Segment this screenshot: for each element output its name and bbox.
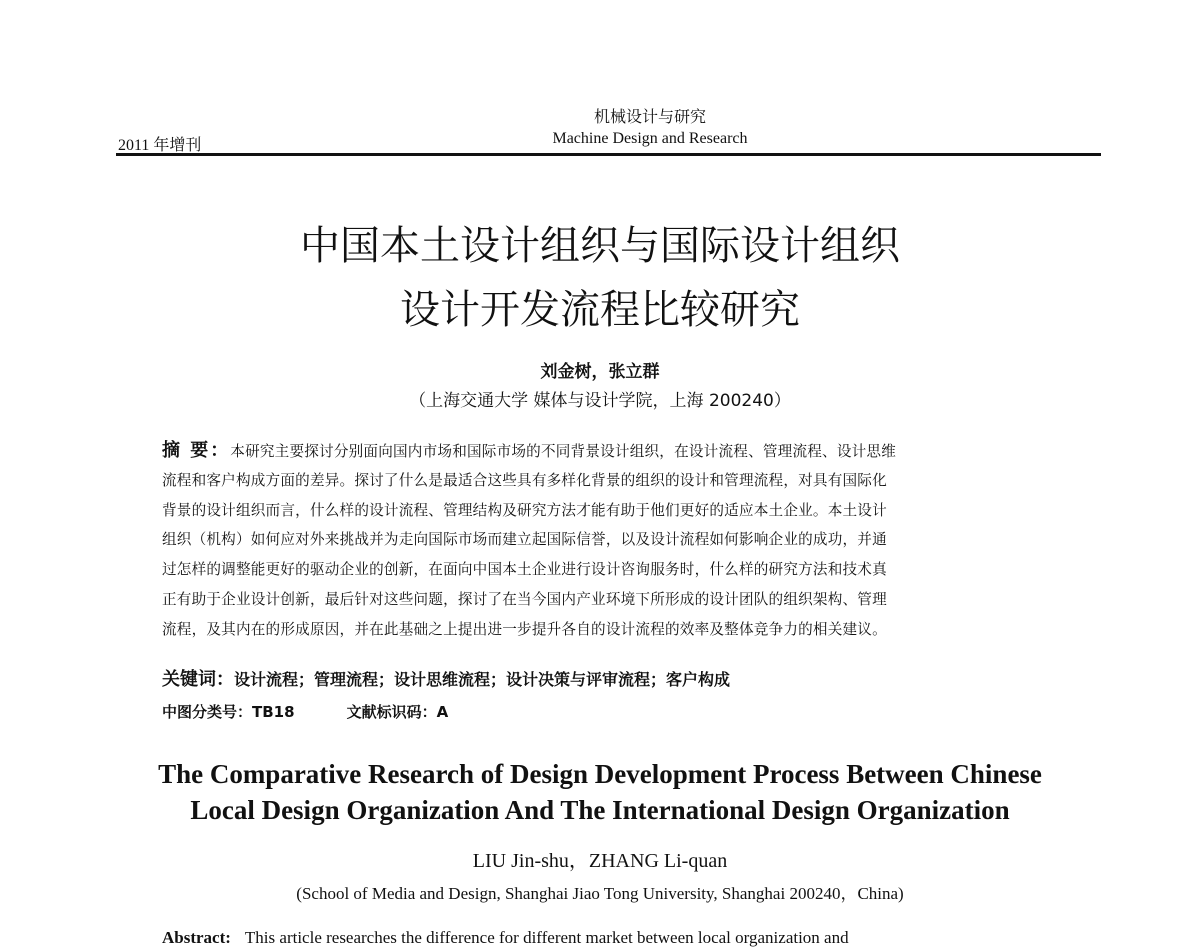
- abstract-en: [162, 928, 849, 948]
- clc-value: TB18: [252, 703, 295, 721]
- journal-name-cn: 机械设计与研究: [593, 107, 706, 126]
- abstract-cn-line: [162, 436, 1052, 466]
- clc-label: 中图分类号：: [162, 703, 253, 721]
- abstract-en-text: This article researches the difference for different market between local organization and: [244, 928, 849, 947]
- authors-en: LIU Jin-shu，ZHANG Li-quan: [472, 850, 728, 872]
- abstract-cn-line: 正有助于企业设计创新，最后针对这些问题，探讨了在当今国内产业环境下所形成的设计团队的组织架构、管理: [162, 590, 887, 608]
- abstract-cn-line: 过怎样的调整能更好的驱动企业的创新，在面向中国本土企业进行设计咨询服务时，什么样的研究方法和技术真: [162, 561, 887, 579]
- abstract-cn-text: 本研究主要探讨分别面向国内市场和国际市场的不同背景设计组织，在设计流程、管理流程、设计思维: [230, 443, 897, 460]
- title-en-line1: The Comparative Research of Design Development Process Between Chinese: [158, 759, 1042, 789]
- title-en-line2: Local Design Organization And The International Design Organization: [190, 795, 1010, 825]
- keywords-cn: [162, 665, 730, 691]
- classification-line: [162, 701, 448, 722]
- doc-code-value: A: [436, 703, 449, 721]
- abstract-cn-line: 背景的设计组织而言，什么样的设计流程、管理结构及研究方法才能有助于他们更好的适应本土企业。本土设计: [162, 501, 887, 519]
- doc-code-label: 文献标识码：: [346, 703, 437, 721]
- abstract-cn-line: 流程，及其内在的形成原因，并在此基础之上提出进一步提升各自的设计流程的效率及整体竞争力的相关建议。: [162, 620, 887, 638]
- title-cn-line1: 中国本土设计组织与国际设计组织: [300, 223, 900, 269]
- keywords-cn-label: 关键词：: [162, 669, 234, 690]
- affiliation-en: (School of Media and Design, Shanghai Jiao Tong University, Shanghai 200240，China): [296, 884, 904, 903]
- title-cn-line2: 设计开发流程比较研究: [400, 287, 800, 333]
- keywords-cn-text: 设计流程；管理流程；设计思维流程；设计决策与评审流程；客户构成: [234, 670, 731, 689]
- abstract-cn-line: 组织（机构）如何应对外来挑战并为走向国际市场而建立起国际信誉，以及设计流程如何影响企业的成功，并通: [162, 531, 887, 549]
- abstract-cn-line: 流程和客户构成方面的差异。探讨了什么是最适合这些具有多样化背景的组织的设计和管理流程，对具有国际化: [162, 471, 887, 489]
- abstract-cn-label: 摘 要：: [162, 440, 231, 461]
- journal-issue: 2011 年增刊: [118, 137, 202, 154]
- abstract-en-label: Abstract:: [162, 928, 231, 947]
- authors-cn: 刘金树，张立群: [540, 362, 660, 382]
- affiliation-cn: （上海交通大学 媒体与设计学院，上海 200240）: [409, 391, 791, 411]
- journal-name-en: Machine Design and Research: [552, 130, 748, 147]
- header-rule: [116, 153, 1101, 156]
- abstract-cn: [162, 436, 1052, 645]
